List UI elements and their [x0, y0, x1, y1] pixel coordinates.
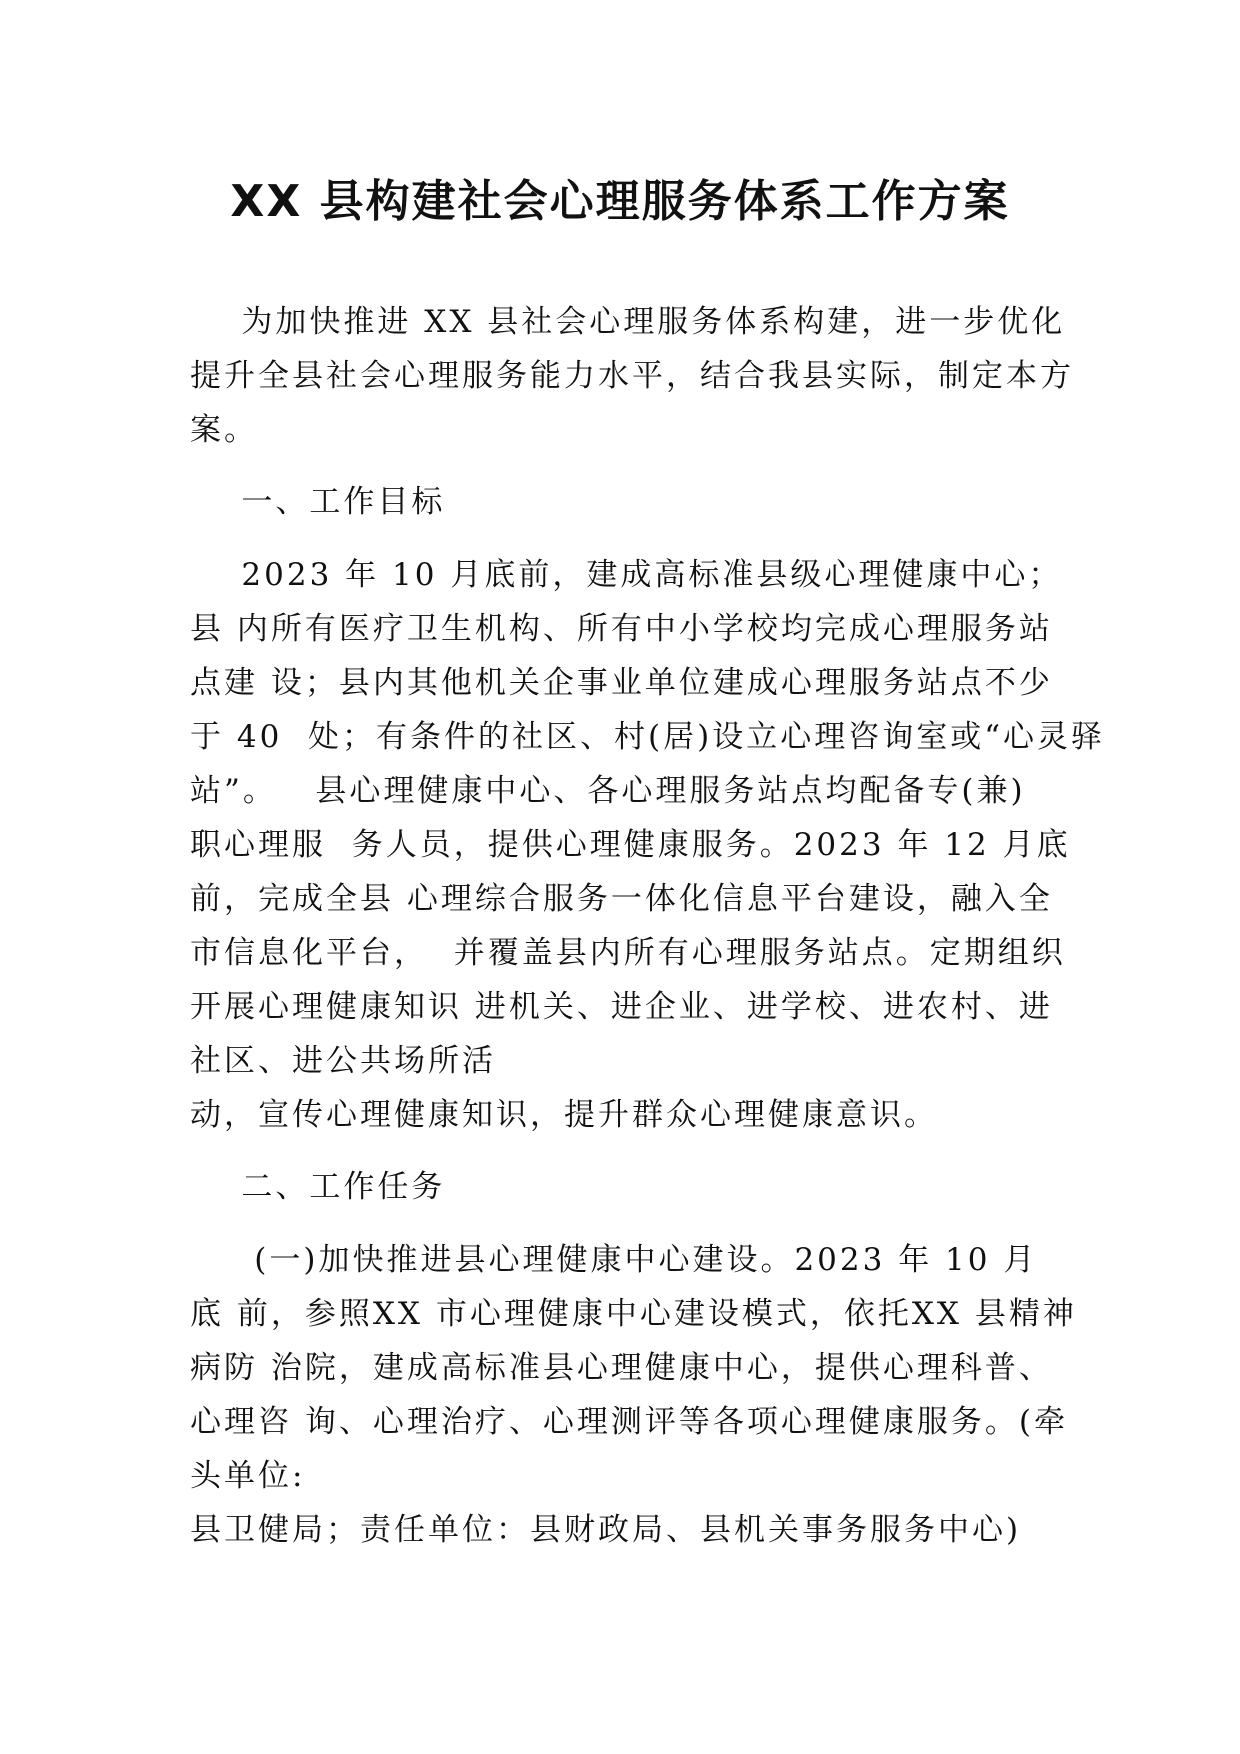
paragraph-line: 底 前，参照XX 市心理健康中心建设模式，依托XX 县精神: [190, 1296, 1077, 1332]
section-heading: 一、工作目标: [190, 484, 446, 520]
paragraph-line: 案。: [190, 412, 258, 448]
paragraph-line: 为加快推进 XX 县社会心理服务体系构建，进一步优化: [190, 304, 1066, 340]
paragraph-line: 点建 设；县内其他机关企事业单位建成心理服务站点不少: [190, 665, 1053, 701]
paragraph-line: 提升全县社会心理服务能力水平，结合我县实际，制定本方: [190, 358, 1074, 394]
paragraph-line: 社区、进公共场所活: [190, 1043, 496, 1079]
paragraph-line: 县 内所有医疗卫生机构、所有中小学校均完成心理服务站: [190, 611, 1053, 647]
paragraph-line: 头单位:: [190, 1458, 306, 1494]
paragraph-line: 前，完成全县 心理综合服务一体化信息平台建设，融入全: [190, 881, 1053, 917]
paragraph-line: (一)加快推进县心理健康中心建设。2023 年 10 月: [190, 1242, 1038, 1278]
document-title: XX 县构建社会心理服务体系工作方案: [230, 176, 1010, 227]
paragraph-line: 于 40 处；有条件的社区、村(居)设立心理咨询室或“心灵驿: [190, 719, 1106, 755]
paragraph-line: 市信息化平台， 并覆盖县内所有心理服务站点。定期组织: [190, 935, 1066, 971]
paragraph-line: 职心理服 务人员，提供心理健康服务。2023 年 12 月底: [190, 827, 1071, 863]
paragraph-line: 县卫健局；责任单位：县财政局、县机关事务服务中心): [190, 1512, 1022, 1548]
section-heading: 二、工作任务: [190, 1169, 446, 1205]
paragraph-line: 开展心理健康知识 进机关、进企业、进学校、进农村、进: [190, 989, 1053, 1025]
paragraph-line: 心理咨 询、心理治疗、心理测评等各项心理健康服务。(牵: [190, 1404, 1068, 1440]
paragraph-line: 2023 年 10 月底前，建成高标准县级心理健康中心；: [190, 557, 1063, 593]
paragraph-line: 病防 治院，建成高标准县心理健康中心，提供心理科普、: [190, 1350, 1053, 1386]
paragraph-line: 动，宣传心理健康知识，提升群众心理健康意识。: [190, 1097, 938, 1133]
paragraph-line: 站”。 县心理健康中心、各心理服务站点均配备专(兼): [190, 773, 1026, 809]
